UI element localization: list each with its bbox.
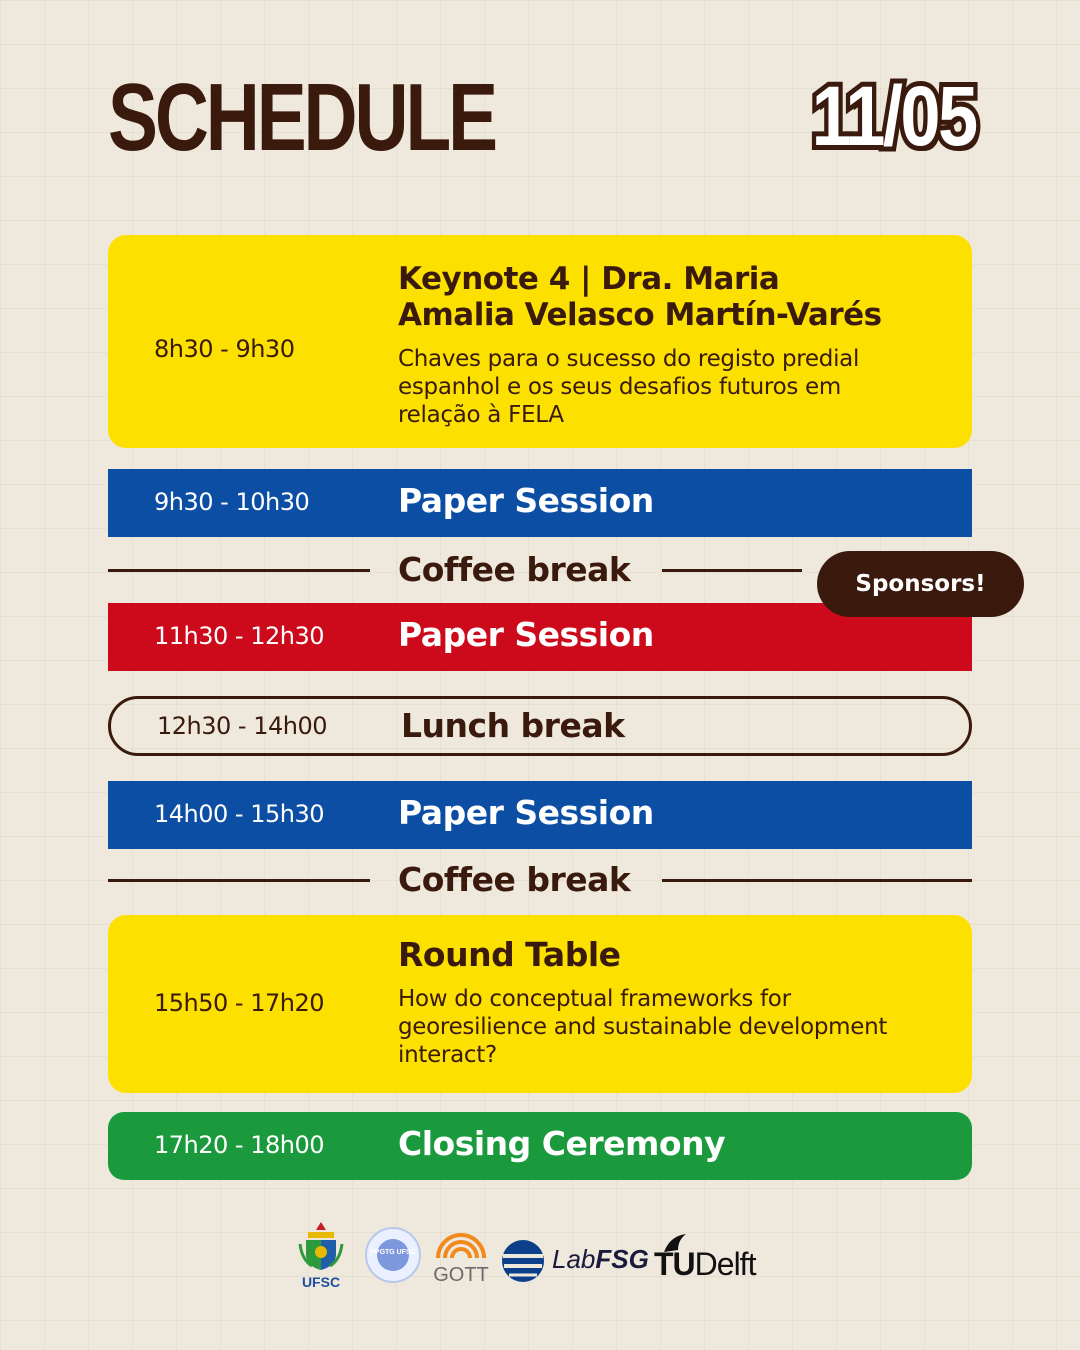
labfsg-logo xyxy=(500,1238,649,1286)
coffee1-divider-right xyxy=(662,569,802,572)
keynote-desc-line3: relação à FELA xyxy=(398,402,564,428)
ufsc-logo xyxy=(296,1220,346,1290)
coffee2-label: Coffee break xyxy=(398,860,631,899)
labfsg-logo-text xyxy=(552,1244,649,1275)
tudelft-logo xyxy=(654,1232,774,1288)
session3-time: 14h00 - 15h30 xyxy=(154,800,324,828)
keynote-time: 8h30 - 9h30 xyxy=(154,335,295,363)
session2-time: 11h30 - 12h30 xyxy=(154,622,324,650)
gott-rings-icon xyxy=(432,1230,490,1260)
round-table-title: Round Table xyxy=(398,935,621,974)
round-table-desc-line2: georesilience and sustainable development xyxy=(398,1014,888,1040)
date-badge: 11/05 xyxy=(812,69,976,163)
ppgtg-logo xyxy=(364,1226,422,1284)
closing-label: Closing Ceremony xyxy=(398,1124,726,1163)
session1-label: Paper Session xyxy=(398,481,654,520)
keynote-title-line1: Keynote 4 | Dra. Maria xyxy=(398,261,780,297)
keynote-desc-line1: Chaves para o sucesso do registo predial xyxy=(398,346,860,372)
sponsors-badge[interactable]: Sponsors! xyxy=(817,551,1024,617)
coffee2-divider-left xyxy=(108,879,370,882)
tudelft-logo-text xyxy=(654,1246,755,1283)
labfsg-lab: Lab xyxy=(552,1244,596,1274)
round-table-time: 15h50 - 17h20 xyxy=(154,989,324,1017)
coffee2-divider-right xyxy=(662,879,972,882)
coffee1-divider-left xyxy=(108,569,370,572)
round-table-desc-line3: interact? xyxy=(398,1042,497,1068)
page-title: SCHEDULE xyxy=(108,64,495,171)
keynote-title xyxy=(398,261,882,333)
gott-logo xyxy=(432,1230,490,1288)
keynote-desc-line2: espanhol e os seus desafios futuros em xyxy=(398,374,842,400)
tudelft-tu: TU xyxy=(654,1246,695,1282)
paper-session-3 xyxy=(108,781,972,849)
closing-ceremony-block xyxy=(108,1112,972,1180)
ppgtg-logo-text: PPGTG UFSC xyxy=(370,1249,416,1256)
labfsg-fsg: FSG xyxy=(595,1244,649,1274)
lunch-time: 12h30 - 14h00 xyxy=(157,712,327,740)
ufsc-crest-icon xyxy=(296,1220,346,1272)
lunch-block xyxy=(108,696,972,756)
keynote-title-line2: Amalia Velasco Martín-Varés xyxy=(398,297,882,333)
session1-time: 9h30 - 10h30 xyxy=(154,488,310,516)
labfsg-globe-icon xyxy=(500,1238,546,1284)
session2-label: Paper Session xyxy=(398,615,654,654)
round-table-desc-line1: How do conceptual frameworks for xyxy=(398,986,791,1012)
round-table-block xyxy=(108,915,972,1093)
coffee1-label: Coffee break xyxy=(398,550,631,589)
lunch-label: Lunch break xyxy=(401,706,625,745)
keynote-block xyxy=(108,235,972,448)
paper-session-1 xyxy=(108,469,972,537)
round-table-description xyxy=(398,985,887,1069)
ufsc-logo-text: UFSC xyxy=(301,1274,341,1290)
keynote-description xyxy=(398,345,859,429)
closing-time: 17h20 - 18h00 xyxy=(154,1131,324,1159)
gott-logo-text: GOTT xyxy=(433,1264,489,1286)
tudelft-delft: Delft xyxy=(694,1246,756,1282)
session3-label: Paper Session xyxy=(398,793,654,832)
